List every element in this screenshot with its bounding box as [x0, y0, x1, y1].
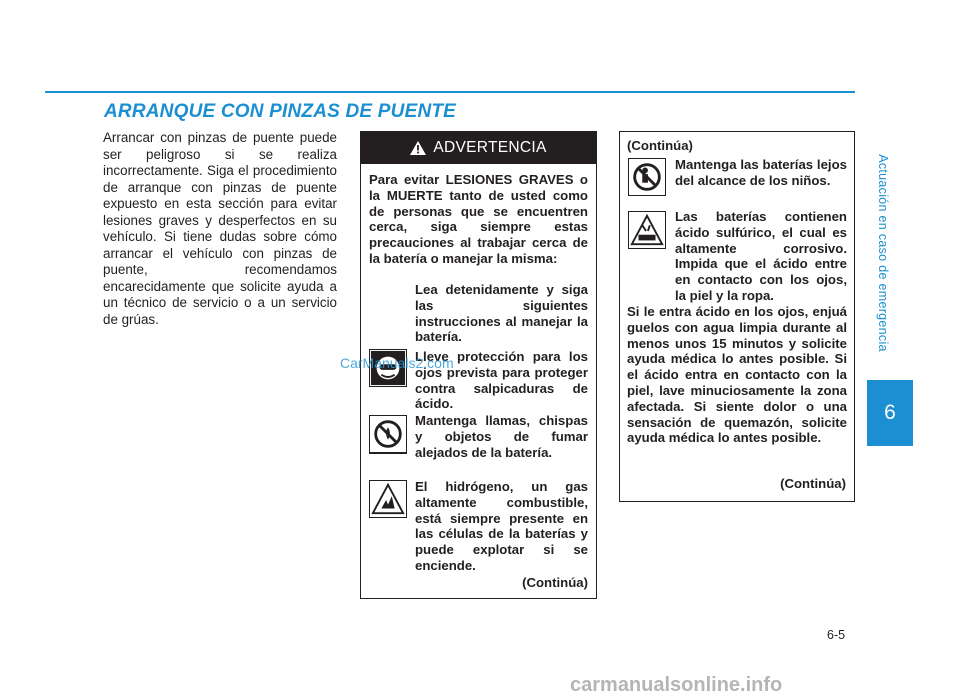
warning-title: ADVERTENCIA	[433, 139, 547, 156]
warning-lead: Para evitar LESIONES GRAVES o la MUERTE tanto de usted como de personas que se encuentren cerca, siga siempre estas precauciones al trabajar cerca de la batería o manejar la misma:	[369, 172, 588, 266]
continued-paragraph: Si le entra ácido en los ojos, enjuá guelos con agua limpia durante al menos unos 15 minutos y solicite ayuda médica lo antes posible. Si el ácido entra en contacto con la piel, lave minuciosamente la zona afectada. Si siente dolor o una sensación de quemazón, solicite ayuda médica lo antes posible.	[627, 304, 847, 446]
warning-item-4: El hidrógeno, un gas altamente combustible, está siempre presente en las células de la baterías y puede explotar si se enciende.	[415, 479, 588, 573]
continued-item-1: Mantenga las baterías lejos del alcance de los niños.	[675, 157, 847, 188]
section-title: ARRANQUE CON PINZAS DE PUENTE	[104, 101, 457, 122]
continued-header: (Continúa)	[627, 138, 693, 153]
corrosive-acid-icon	[628, 211, 666, 249]
no-flames-icon	[369, 415, 407, 453]
continued-item-2: Las baterías contienen ácido sulfúrico, el cual es altamente corrosivo. Impida que el ácido entre en contacto con los ojos, la piel y la ropa.	[675, 209, 847, 303]
continued-continues: (Continúa)	[780, 476, 846, 491]
warning-item-1: Lea detenidamente y siga las siguientes instrucciones al manejar la batería.	[415, 282, 588, 345]
warning-continues: (Continúa)	[522, 575, 588, 590]
intro-paragraph: Arrancar con pinzas de puente puede ser peligroso si se realiza incorrectamente. Siga el procedimiento de arranque con pinzas de puente expuesto en esta sección para evitar lesiones graves y desperfectos en su vehículo. Si tiene dudas sobre cómo arrancar el vehículo con pinzas de puente, recomendamos encarecidamente que solicite ayuda a un técnico de servicio o a un servicio de grúas.	[103, 130, 337, 327]
warning-item-3: Mantenga llamas, chispas y objetos de fumar alejados de la batería.	[415, 413, 588, 460]
warning-triangle-icon	[410, 141, 426, 155]
chapter-tab: 6	[867, 380, 913, 446]
page-number: 6-5	[827, 628, 846, 642]
explosion-icon	[369, 480, 407, 518]
continued-box	[619, 131, 855, 502]
chapter-side-label: Actuación en caso de emergencia	[876, 153, 890, 352]
warning-item-2: Lleve protección para los ojos prevista para proteger contra salpicaduras de ácido.	[415, 349, 588, 412]
warning-header	[361, 132, 596, 164]
footer-watermark: carmanualsonline.info	[570, 674, 783, 696]
watermark: CarManuals2.com	[340, 355, 454, 371]
top-rule	[45, 91, 855, 93]
keep-from-children-icon	[628, 158, 666, 196]
